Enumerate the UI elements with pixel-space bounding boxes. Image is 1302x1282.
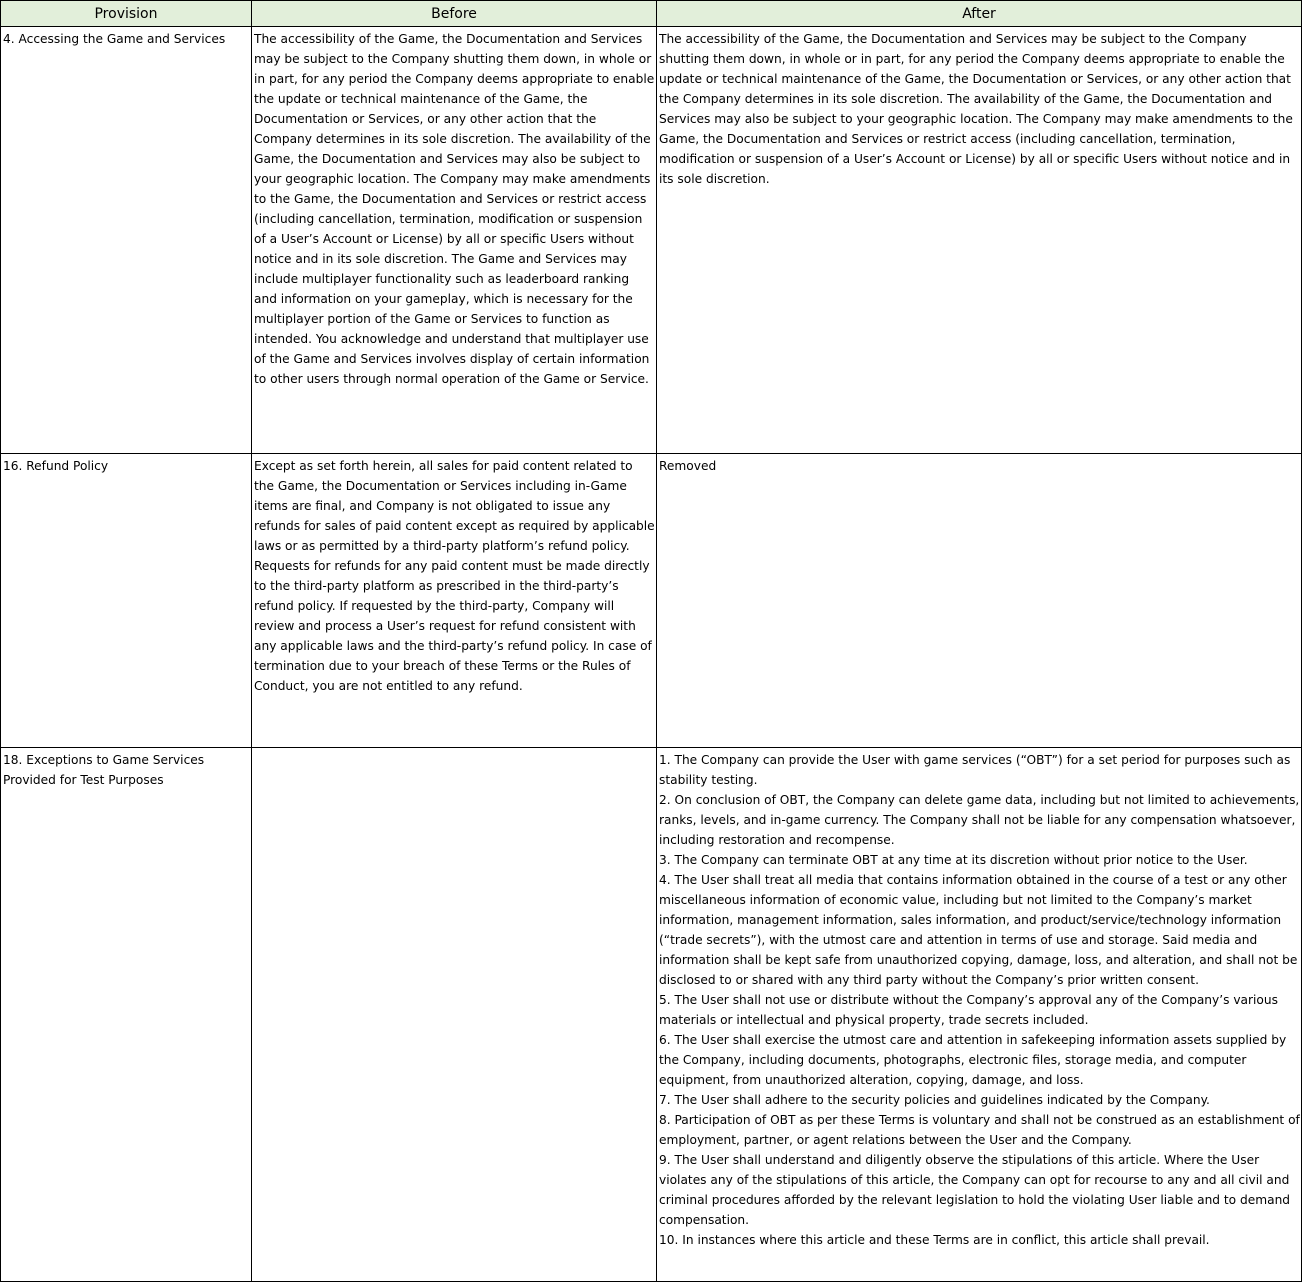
header-row <box>1 1 1302 27</box>
table-row <box>1 748 1302 1282</box>
header-provision: Provision <box>1 1 252 27</box>
before-cell[interactable]: The accessibility of the Game, the Documentation and Services may be subject to the Company shutting them down, in whole or in part, for any period the Company deems appropriate to enable the update or technical maintenance of the Game, the Documentation or Services, or any other action that the Company determines in its sole discretion. The availability of the Game, the Documentation and Services may also be subject to your geographic location. The Company may make amendments to the Game, the Documentation and Services or restrict access (including cancellation, termination, modification or suspension of a User’s Account or License) by all or specific Users without notice and in its sole discretion. The Game and Services may include multiplayer functionality such as leaderboard ranking and information on your gameplay, which is necessary for the multiplayer portion of the Game or Services to function as intended. You acknowledge and understand that multiplayer use of the Game and Services involves display of certain information to other users through normal operation of the Game or Service. <box>252 27 657 454</box>
before-cell[interactable] <box>252 748 657 1282</box>
header-before: Before <box>252 1 657 27</box>
table-row <box>1 27 1302 454</box>
provision-cell[interactable]: 16. Refund Policy <box>1 454 252 748</box>
provision-cell[interactable]: 4. Accessing the Game and Services <box>1 27 252 454</box>
header-after: After <box>657 1 1302 27</box>
after-cell[interactable]: The accessibility of the Game, the Documentation and Services may be subject to the Company shutting them down, in whole or in part, for any period the Company deems appropriate to enable the update or technical maintenance of the Game, the Documentation or Services, or any other action that the Company determines in its sole discretion. The availability of the Game, the Documentation and Services may also be subject to your geographic location. The Company may make amendments to the Game, the Documentation and Services or restrict access (including cancellation, termination, modification or suspension of a User’s Account or License) by all or specific Users without notice and in its sole discretion. <box>657 27 1302 454</box>
before-cell[interactable]: Except as set forth herein, all sales for paid content related to the Game, the Documentation or Services including in-Game items are final, and Company is not obligated to issue any refunds for sales of paid content except as required by applicable laws or as permitted by a third-party platform’s refund policy. Requests for refunds for any paid content must be made directly to the third-party platform as prescribed in the third-party’s refund policy. If requested by the third-party, Company will review and process a User’s request for refund consistent with any applicable laws and the third-party’s refund policy. In case of termination due to your breach of these Terms or the Rules of Conduct, you are not entitled to any refund. <box>252 454 657 748</box>
after-cell[interactable]: Removed <box>657 454 1302 748</box>
provision-cell[interactable]: 18. Exceptions to Game Services Provided for Test Purposes <box>1 748 252 1282</box>
after-cell[interactable]: 1. The Company can provide the User with game services (“OBT”) for a set period for purposes such as stability testing. 2. On conclusion of OBT, the Company can delete game data, including but not limited to achievements, ranks, levels, and in-game currency. The Company shall not be liable for any compensation whatsoever, including restoration and recompense. 3. The Company can terminate OBT at any time at its discretion without prior notice to the User. 4. The User shall treat all media that contains information obtained in the course of a test or any other miscellaneous information of economic value, including but not limited to the Company’s market information, management information, sales information, and product/service/technology information (“trade secrets”), with the utmost care and attention in terms of use and storage. Said media and information shall be kept safe from unauthorized copying, damage, loss, and alteration, and shall not be disclosed to or shared with any third party without the Company’s prior written consent. 5. The User shall not use or distribute without the Company’s approval any of the Company’s various materials or intellectual and physical property, trade secrets included. 6. The User shall exercise the utmost care and attention in safekeeping information assets supplied by the Company, including documents, photographs, electronic files, storage media, and computer equipment, from unauthorized alteration, copying, damage, and loss. 7. The User shall adhere to the security policies and guidelines indicated by the Company. 8. Participation of OBT as per these Terms is voluntary and shall not be construed as an establishment of employment, partner, or agent relations between the User and the Company. 9. The User shall understand and diligently observe the stipulations of this article. Where the User violates any of the stipulations of this article, the Company can opt for recourse to any and all civil and criminal procedures afforded by the relevant legislation to hold the violating User liable and to demand compensation. 10. In instances where this article and these Terms are in conflict, this article shall prevail. <box>657 748 1302 1282</box>
table-row <box>1 454 1302 748</box>
